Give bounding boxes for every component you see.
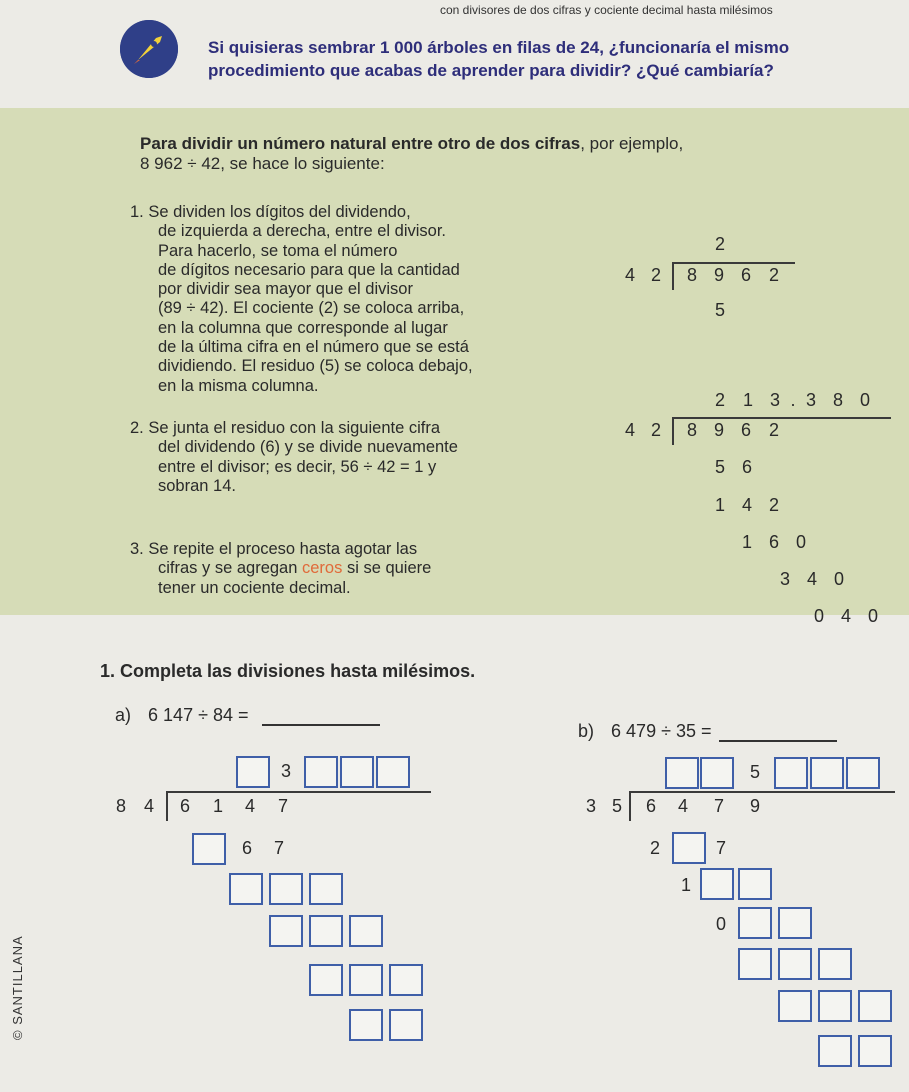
- step1-line: de la última cifra en el número que se está: [158, 338, 469, 357]
- ex2-quotient-digit: 8: [832, 390, 843, 410]
- ex1-dividend-digit: 6: [740, 265, 751, 285]
- exb-divisor-digit: 5: [611, 796, 622, 816]
- exa-dividend-digit: 7: [277, 796, 288, 816]
- exercise-a: [115, 705, 380, 726]
- step1-line: en la columna que corresponde al lugar: [158, 318, 448, 337]
- step-1: [130, 203, 580, 396]
- answer-box[interactable]: [269, 873, 303, 905]
- copyright-text: © SANTILLANA: [10, 935, 25, 1040]
- exa-dividend-digit: 6: [179, 796, 190, 816]
- ex2-row-digit: 3: [779, 569, 790, 589]
- answer-box[interactable]: [818, 990, 852, 1022]
- answer-box[interactable]: [192, 833, 226, 865]
- answer-box[interactable]: [304, 756, 338, 788]
- step2-line: 2. Se junta el residuo con la siguiente cifra: [130, 419, 441, 437]
- step2-line: del dividendo (6) y se divide nuevamente: [158, 438, 458, 457]
- ex2-row-digit: 0: [795, 532, 806, 552]
- exb-row-digit: 1: [680, 875, 691, 895]
- answer-box[interactable]: [309, 964, 343, 996]
- exb-dividend-digit: 7: [713, 796, 724, 816]
- answer-box[interactable]: [818, 1035, 852, 1067]
- ex2-bar: [673, 417, 891, 419]
- answer-box[interactable]: [738, 948, 772, 980]
- ex2-row-digit: 4: [741, 495, 752, 515]
- step-3: [130, 540, 580, 598]
- answer-box[interactable]: [858, 990, 892, 1022]
- exa-divisor-digit: 8: [115, 796, 126, 816]
- answer-box[interactable]: [778, 990, 812, 1022]
- section-header: con divisores de dos cifras y cociente decimal hasta milésimos: [440, 3, 773, 17]
- ex2-row-digit: 1: [714, 495, 725, 515]
- ex2-divisor-digit: 2: [650, 420, 661, 440]
- exa-dividend-digit: 4: [244, 796, 255, 816]
- exb-dividend-digit: 9: [749, 796, 760, 816]
- ex2-quotient-digit: 2: [714, 390, 725, 410]
- exa-quotient-digit: 3: [280, 761, 291, 781]
- answer-box[interactable]: [389, 1009, 423, 1041]
- ex2-dividend-digit: 2: [768, 420, 779, 440]
- ex2-divisor-digit: 4: [624, 420, 635, 440]
- exb-row-digit: 0: [715, 914, 726, 934]
- ex2-row-digit: 0: [833, 569, 844, 589]
- answer-blank-b[interactable]: [719, 740, 837, 742]
- answer-box[interactable]: [389, 964, 423, 996]
- exb-dividend-digit: 6: [645, 796, 656, 816]
- answer-box[interactable]: [665, 757, 699, 789]
- rocket-icon: [120, 20, 178, 78]
- exa-row-digit: 7: [273, 838, 284, 858]
- step1-line: 1. Se dividen los dígitos del dividendo,: [130, 203, 411, 221]
- ex1-divisor-digit: 4: [624, 265, 635, 285]
- ex2-quotient-digit: 3: [769, 390, 780, 410]
- exercise-b-expr: 6 479 ÷ 35 =: [611, 721, 712, 741]
- ex1-bar: [673, 262, 795, 264]
- answer-box[interactable]: [340, 756, 374, 788]
- answer-box[interactable]: [774, 757, 808, 789]
- ex2-row-digit: 4: [840, 606, 851, 626]
- exb-bracket: [629, 791, 631, 821]
- ex2-dividend-digit: 6: [740, 420, 751, 440]
- answer-box[interactable]: [309, 873, 343, 905]
- exercise-title: 1. Completa las divisiones hasta milésimos.: [100, 661, 476, 681]
- answer-box[interactable]: [349, 915, 383, 947]
- ex2-dividend-digit: 9: [713, 420, 724, 440]
- ex1-dividend-digit: 9: [713, 265, 724, 285]
- question-text: Si quisieras sembrar 1 000 árboles en filas de 24, ¿funcionaría el mismo procedimiento que acabas de aprender para dividir? ¿Qué cambiaría?: [208, 38, 790, 80]
- intro-rest2: 8 962 ÷ 42, se hace lo siguiente:: [140, 154, 385, 173]
- exb-divisor-digit: 3: [585, 796, 596, 816]
- answer-blank-a[interactable]: [262, 724, 380, 726]
- exercise-a-label: a): [115, 705, 132, 725]
- ex2-bracket: [672, 417, 674, 445]
- exb-row-digit: 2: [649, 838, 660, 858]
- step2-line: sobran 14.: [158, 476, 236, 495]
- answer-box[interactable]: [858, 1035, 892, 1067]
- intro-bold: Para dividir un número natural entre otro de dos cifras: [140, 134, 581, 153]
- step3-line: 3. Se repite el proceso hasta agotar las: [130, 540, 418, 558]
- ex2-row-digit: 0: [813, 606, 824, 626]
- ex2-row-digit: 6: [768, 532, 779, 552]
- ex2-row-digit: 4: [806, 569, 817, 589]
- ex2-quotient-digit: 0: [859, 390, 870, 410]
- exercise-b-label: b): [578, 721, 595, 741]
- step1-line: Para hacerlo, se toma el número: [158, 241, 398, 260]
- step3-text: si se quiere: [342, 559, 432, 578]
- answer-box[interactable]: [738, 868, 772, 900]
- ex2-row-digit: 6: [741, 457, 752, 477]
- ex2-quotient-digit: 1: [742, 390, 753, 410]
- step1-line: en la misma columna.: [158, 376, 319, 395]
- ex2-row-digit: 1: [741, 532, 752, 552]
- exb-quotient-digit: 5: [749, 762, 760, 782]
- answer-box[interactable]: [672, 832, 706, 864]
- ex1-remainder: 5: [714, 300, 725, 320]
- exa-divisor-digit: 4: [143, 796, 154, 816]
- exb-row-digit: 7: [715, 838, 726, 858]
- answer-box[interactable]: [778, 907, 812, 939]
- answer-box[interactable]: [846, 757, 880, 789]
- exa-bracket: [166, 791, 168, 821]
- answer-box[interactable]: [349, 1009, 383, 1041]
- ex1-dividend-digit: 2: [768, 265, 779, 285]
- answer-box[interactable]: [269, 915, 303, 947]
- ex2-row-digit: 2: [768, 495, 779, 515]
- answer-box[interactable]: [236, 756, 270, 788]
- step2-line: entre el divisor; es decir, 56 ÷ 42 = 1 y: [158, 457, 437, 476]
- ex1-bracket: [672, 262, 674, 290]
- ex2-row-digit: 0: [867, 606, 878, 626]
- step-2: [130, 419, 580, 496]
- ex1-divisor-digit: 2: [650, 265, 661, 285]
- answer-box[interactable]: [376, 756, 410, 788]
- exa-row-digit: 6: [241, 838, 252, 858]
- ex2-quotient-digit: 3: [805, 390, 816, 410]
- answer-box[interactable]: [818, 948, 852, 980]
- ex1-quotient: 2: [714, 234, 725, 254]
- answer-box[interactable]: [738, 907, 772, 939]
- step3-line: tener un cociente decimal.: [158, 578, 351, 597]
- ex2-row-digit: 5: [714, 457, 725, 477]
- step3-text: cifras y se agregan: [158, 559, 302, 578]
- answer-box[interactable]: [810, 757, 844, 789]
- ex1-dividend-digit: 8: [686, 265, 697, 285]
- step1-line: dividiendo. El residuo (5) se coloca debajo,: [158, 357, 473, 376]
- exb-dividend-digit: 4: [677, 796, 688, 816]
- step1-line: de izquierda a derecha, entre el divisor.: [158, 222, 447, 241]
- intro-text: [140, 134, 880, 174]
- step3-ceros: ceros: [302, 559, 343, 578]
- exb-bar: [630, 791, 895, 793]
- answer-box[interactable]: [778, 948, 812, 980]
- ex2-quotient-digit: .: [790, 390, 796, 410]
- answer-box[interactable]: [349, 964, 383, 996]
- answer-box[interactable]: [309, 915, 343, 947]
- exa-dividend-digit: 1: [212, 796, 223, 816]
- step1-line: de dígitos necesario para que la cantidad: [158, 260, 460, 279]
- exercise-a-expr: 6 147 ÷ 84 =: [148, 705, 249, 725]
- exa-bar: [167, 791, 431, 793]
- intro-rest1: , por ejemplo,: [580, 134, 684, 153]
- exercise-b: [578, 721, 837, 742]
- answer-box[interactable]: [700, 757, 734, 789]
- ex2-dividend-digit: 8: [686, 420, 697, 440]
- step1-line: (89 ÷ 42). El cociente (2) se coloca arriba,: [158, 299, 465, 318]
- step1-line: por dividir sea mayor que el divisor: [158, 280, 413, 299]
- answer-box[interactable]: [700, 868, 734, 900]
- answer-box[interactable]: [229, 873, 263, 905]
